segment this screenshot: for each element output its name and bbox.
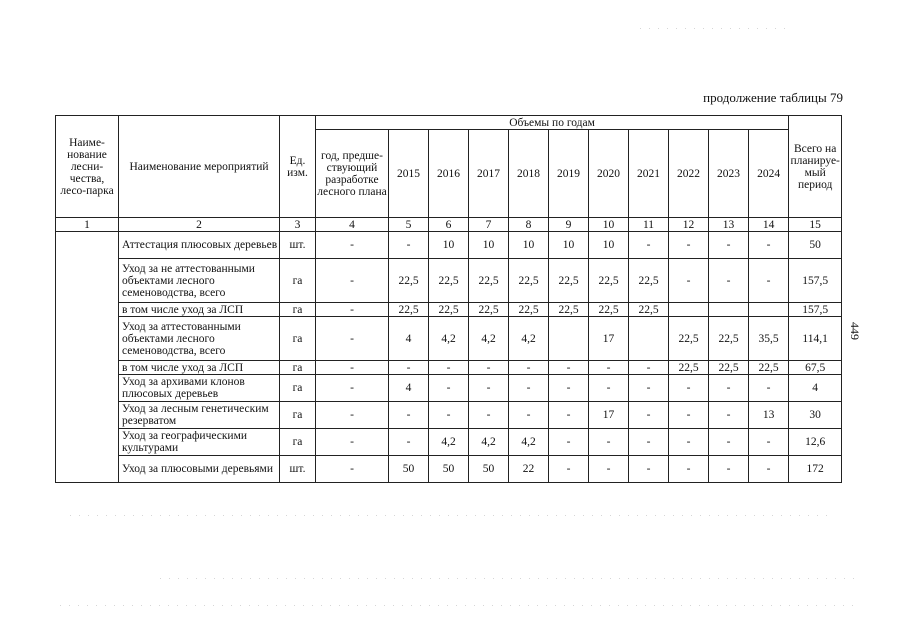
column-number: 1 [56, 218, 119, 232]
total-value: 157,5 [789, 259, 842, 303]
year-value [669, 303, 709, 317]
year-value: - [669, 429, 709, 456]
year-value: - [629, 361, 669, 375]
year-value: 22,5 [509, 259, 549, 303]
year-value: 22,5 [709, 317, 749, 361]
year-value: 22,5 [429, 259, 469, 303]
year-value: - [669, 402, 709, 429]
column-number: 15 [789, 218, 842, 232]
year-value: 22,5 [589, 303, 629, 317]
table-row [56, 303, 842, 317]
activity-name: в том числе уход за ЛСП [119, 361, 280, 375]
year-value: - [389, 361, 429, 375]
year-value: 22,5 [469, 303, 509, 317]
header-year: 2015 [389, 130, 429, 218]
prev-year-value: - [316, 402, 389, 429]
total-value: 30 [789, 402, 842, 429]
year-value: 50 [389, 456, 429, 483]
header-unit: Ед. изм. [280, 116, 316, 218]
prev-year-value: - [316, 303, 389, 317]
year-value: 22,5 [629, 303, 669, 317]
year-value: - [749, 456, 789, 483]
unit-cell: га [280, 303, 316, 317]
year-value: 17 [589, 402, 629, 429]
header-year: 2024 [749, 130, 789, 218]
year-value: - [669, 259, 709, 303]
unit-cell: га [280, 361, 316, 375]
year-value: - [709, 232, 749, 259]
total-value: 157,5 [789, 303, 842, 317]
header-year: 2017 [469, 130, 509, 218]
year-value: - [749, 259, 789, 303]
year-value [629, 317, 669, 361]
header-year: 2020 [589, 130, 629, 218]
table-caption: продолжение таблицы 79 [703, 90, 843, 105]
year-value: - [629, 402, 669, 429]
unit-cell: га [280, 317, 316, 361]
unit-cell: га [280, 402, 316, 429]
prev-year-value: - [316, 375, 389, 402]
year-value: 22,5 [389, 303, 429, 317]
header-year: 2022 [669, 130, 709, 218]
year-value: - [629, 429, 669, 456]
activity-name: Уход за аттестованными объектами лесного семеноводства, всего [119, 317, 280, 361]
year-value: 4,2 [509, 317, 549, 361]
year-value: 17 [589, 317, 629, 361]
table-row [56, 375, 842, 402]
year-value: - [509, 361, 549, 375]
year-value: - [749, 232, 789, 259]
year-value: - [749, 429, 789, 456]
forestry-cell [56, 232, 119, 483]
prev-year-value: - [316, 259, 389, 303]
year-value: 22,5 [549, 303, 589, 317]
year-value: 10 [469, 232, 509, 259]
table-row [56, 259, 842, 303]
header-activity: Наименование мероприятий [119, 116, 280, 218]
activity-name: в том числе уход за ЛСП [119, 303, 280, 317]
year-value: - [749, 375, 789, 402]
year-value: 22,5 [469, 259, 509, 303]
column-number: 11 [629, 218, 669, 232]
header-total: Всего на планируе-мый период [789, 116, 842, 218]
year-value: - [709, 402, 749, 429]
year-value: - [549, 402, 589, 429]
column-number: 3 [280, 218, 316, 232]
total-value: 172 [789, 456, 842, 483]
year-value: 22,5 [509, 303, 549, 317]
activity-name: Аттестация плюсовых деревьев [119, 232, 280, 259]
year-value: - [709, 429, 749, 456]
year-value: - [709, 259, 749, 303]
year-value: 4,2 [429, 429, 469, 456]
table-row [56, 402, 842, 429]
page-number: 449 [848, 322, 862, 340]
year-value: - [549, 375, 589, 402]
year-value: 50 [429, 456, 469, 483]
year-value: 35,5 [749, 317, 789, 361]
total-value: 4 [789, 375, 842, 402]
year-value: 50 [469, 456, 509, 483]
column-number: 8 [509, 218, 549, 232]
header-year: 2019 [549, 130, 589, 218]
year-value: 13 [749, 402, 789, 429]
volumes-table [55, 115, 842, 483]
year-value: - [589, 456, 629, 483]
year-value: 22,5 [709, 361, 749, 375]
year-value: 22,5 [429, 303, 469, 317]
activity-name: Уход за архивами клонов плюсовых деревьев [119, 375, 280, 402]
unit-cell: га [280, 259, 316, 303]
year-value: - [629, 232, 669, 259]
header-forestry: Наиме-нование лесни-чества, лесо-парка [56, 116, 119, 218]
prev-year-value: - [316, 456, 389, 483]
activity-name: Уход за не аттестованными объектами лесного семеноводства, всего [119, 259, 280, 303]
table-row [56, 456, 842, 483]
year-value: 10 [589, 232, 629, 259]
year-value: 22,5 [549, 259, 589, 303]
year-value: 22,5 [669, 317, 709, 361]
year-value: - [469, 402, 509, 429]
year-value: - [469, 361, 509, 375]
table-row [56, 361, 842, 375]
activity-name: Уход за географическими культурами [119, 429, 280, 456]
year-value: - [589, 361, 629, 375]
year-value: - [429, 402, 469, 429]
column-number: 5 [389, 218, 429, 232]
prev-year-value: - [316, 361, 389, 375]
year-value: - [509, 375, 549, 402]
year-value: - [589, 375, 629, 402]
activity-name: Уход за плюсовыми деревьями [119, 456, 280, 483]
column-number: 7 [469, 218, 509, 232]
prev-year-value: - [316, 317, 389, 361]
year-value [749, 303, 789, 317]
column-number: 14 [749, 218, 789, 232]
year-value [709, 303, 749, 317]
year-value: 4 [389, 375, 429, 402]
year-value: - [429, 361, 469, 375]
year-value: 4,2 [429, 317, 469, 361]
year-value: - [509, 402, 549, 429]
year-value: - [549, 456, 589, 483]
year-value: - [389, 429, 429, 456]
table-row [56, 429, 842, 456]
column-number: 4 [316, 218, 389, 232]
column-number: 9 [549, 218, 589, 232]
total-value: 12,6 [789, 429, 842, 456]
header-volumes-by-year: Объемы по годам [316, 116, 789, 130]
year-value: - [389, 232, 429, 259]
prev-year-value: - [316, 429, 389, 456]
year-value: - [589, 429, 629, 456]
header-year: 2021 [629, 130, 669, 218]
year-value: 10 [429, 232, 469, 259]
year-value: - [709, 456, 749, 483]
year-value: - [669, 375, 709, 402]
year-value: 10 [509, 232, 549, 259]
total-value: 67,5 [789, 361, 842, 375]
year-value: 22,5 [749, 361, 789, 375]
header-prev-year: год, предше-ствующий разработке лесного плана [316, 130, 389, 218]
unit-cell: га [280, 429, 316, 456]
year-value: - [389, 402, 429, 429]
year-value: - [629, 375, 669, 402]
total-value: 114,1 [789, 317, 842, 361]
header-year: 2016 [429, 130, 469, 218]
year-value: - [429, 375, 469, 402]
total-value: 50 [789, 232, 842, 259]
table-row [56, 232, 842, 259]
year-value: 22,5 [589, 259, 629, 303]
column-number: 2 [119, 218, 280, 232]
year-value: 4 [389, 317, 429, 361]
unit-cell: шт. [280, 456, 316, 483]
table-row [56, 317, 842, 361]
header-year: 2023 [709, 130, 749, 218]
year-value: - [669, 456, 709, 483]
column-number: 12 [669, 218, 709, 232]
unit-cell: шт. [280, 232, 316, 259]
year-value: 22,5 [629, 259, 669, 303]
column-number: 6 [429, 218, 469, 232]
year-value: 4,2 [469, 429, 509, 456]
year-value: - [669, 232, 709, 259]
unit-cell: га [280, 375, 316, 402]
year-value: - [549, 361, 589, 375]
year-value: 22 [509, 456, 549, 483]
year-value [549, 317, 589, 361]
year-value: - [709, 375, 749, 402]
prev-year-value: - [316, 232, 389, 259]
year-value: - [549, 429, 589, 456]
column-number: 10 [589, 218, 629, 232]
year-value: - [629, 456, 669, 483]
activity-name: Уход за лесным генетическим резерватом [119, 402, 280, 429]
year-value: 22,5 [389, 259, 429, 303]
year-value: 22,5 [669, 361, 709, 375]
year-value: 10 [549, 232, 589, 259]
column-number: 13 [709, 218, 749, 232]
year-value: 4,2 [509, 429, 549, 456]
year-value: 4,2 [469, 317, 509, 361]
year-value: - [469, 375, 509, 402]
header-year: 2018 [509, 130, 549, 218]
